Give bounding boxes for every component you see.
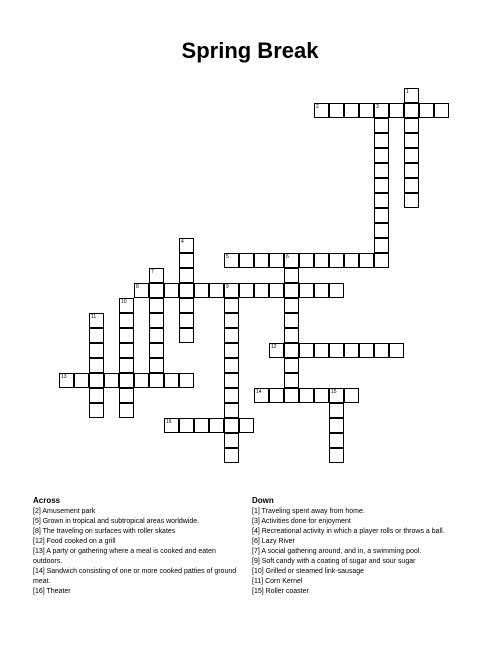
grid-cell[interactable]: [149, 373, 164, 388]
grid-cell[interactable]: [134, 283, 149, 298]
grid-cell[interactable]: [179, 313, 194, 328]
across-clue: [33, 537, 243, 547]
grid-cell[interactable]: [89, 328, 104, 343]
grid-cell[interactable]: [404, 193, 419, 208]
clue-number-label: 6: [286, 254, 289, 260]
down-clue-number: [15]: [252, 588, 266, 595]
grid-cell[interactable]: [209, 418, 224, 433]
grid-cell[interactable]: [329, 433, 344, 448]
clue-number-label: 3: [376, 104, 379, 110]
grid-cell[interactable]: [374, 253, 389, 268]
down-clue-text: Soft candy with a coating of sugar and sour sugar: [261, 558, 416, 565]
down-clue-list: [252, 507, 467, 597]
across-clue: [33, 547, 243, 567]
grid-cell[interactable]: [269, 283, 284, 298]
grid-cell[interactable]: [299, 388, 314, 403]
grid-cell[interactable]: [404, 88, 419, 103]
grid-cell[interactable]: [404, 118, 419, 133]
grid-cell[interactable]: [74, 373, 89, 388]
grid-cell[interactable]: [329, 253, 344, 268]
grid-cell[interactable]: [179, 328, 194, 343]
grid-cell[interactable]: [59, 373, 74, 388]
clue-number-label: 1: [406, 89, 409, 95]
down-clue-number: [3]: [252, 518, 262, 525]
grid-cell[interactable]: [284, 283, 299, 298]
clue-number-label: 14: [256, 389, 262, 395]
grid-cell[interactable]: [89, 388, 104, 403]
grid-cell[interactable]: [284, 388, 299, 403]
down-clue-number: [4]: [252, 528, 262, 535]
grid-cell[interactable]: [89, 358, 104, 373]
grid-cell[interactable]: [89, 373, 104, 388]
grid-cell[interactable]: [389, 343, 404, 358]
clue-number-label: 7: [151, 269, 154, 275]
grid-cell[interactable]: [179, 253, 194, 268]
grid-cell[interactable]: [224, 343, 239, 358]
grid-cell[interactable]: [254, 388, 269, 403]
grid-cell[interactable]: [404, 178, 419, 193]
grid-cell[interactable]: [344, 103, 359, 118]
grid-cell[interactable]: [119, 328, 134, 343]
grid-cell[interactable]: [119, 343, 134, 358]
grid-cell[interactable]: [179, 283, 194, 298]
across-clue-text: A party or gathering where a meal is cooked and eaten outdoors.: [33, 548, 216, 565]
across-clue-number: [5]: [33, 518, 43, 525]
grid-cell[interactable]: [374, 343, 389, 358]
across-clue: [33, 517, 243, 527]
grid-cell[interactable]: [404, 148, 419, 163]
down-clue: [252, 577, 467, 587]
grid-cell[interactable]: [179, 418, 194, 433]
clue-number-label: 13: [61, 374, 67, 380]
across-clue-text: The traveling on surfaces with roller skates: [42, 528, 176, 535]
grid-cell[interactable]: [299, 253, 314, 268]
grid-cell[interactable]: [194, 418, 209, 433]
grid-cell[interactable]: [224, 418, 239, 433]
grid-cell[interactable]: [179, 268, 194, 283]
grid-cell[interactable]: [284, 358, 299, 373]
grid-cell[interactable]: [374, 208, 389, 223]
across-clue-text: Amusement park: [42, 508, 96, 515]
grid-cell[interactable]: [314, 283, 329, 298]
grid-cell[interactable]: [224, 253, 239, 268]
down-clue-number: [11]: [252, 578, 266, 585]
grid-cell[interactable]: [374, 223, 389, 238]
puzzle-title: Spring Break: [181, 38, 319, 63]
across-clue: [33, 507, 243, 517]
grid-cell[interactable]: [374, 103, 389, 118]
grid-cell[interactable]: [314, 103, 329, 118]
grid-cell[interactable]: [224, 298, 239, 313]
grid-cell[interactable]: [269, 253, 284, 268]
grid-cell[interactable]: [359, 103, 374, 118]
clue-number-label: 8: [136, 284, 139, 290]
clue-number-label: 9: [226, 284, 229, 290]
grid-cell[interactable]: [104, 373, 119, 388]
clue-number-label: 11: [91, 314, 97, 320]
across-heading: Across: [33, 496, 61, 505]
grid-cell[interactable]: [119, 313, 134, 328]
grid-cell[interactable]: [149, 268, 164, 283]
grid-cell[interactable]: [374, 118, 389, 133]
grid-cell[interactable]: [404, 103, 419, 118]
grid-cell[interactable]: [119, 388, 134, 403]
grid-cell[interactable]: [149, 358, 164, 373]
grid-cell[interactable]: [344, 253, 359, 268]
grid-cell[interactable]: [119, 403, 134, 418]
grid-cell[interactable]: [269, 343, 284, 358]
clue-number-label: 12: [271, 344, 277, 350]
grid-cell[interactable]: [329, 388, 344, 403]
grid-cell[interactable]: [314, 388, 329, 403]
down-clue-number: [7]: [252, 548, 262, 555]
grid-cell[interactable]: [164, 373, 179, 388]
grid-cell[interactable]: [284, 268, 299, 283]
down-clue-text: Activities done for enjoyment: [261, 518, 351, 525]
down-clue-text: A social gathering around, and in, a swimming pool.: [261, 548, 422, 555]
grid-cell[interactable]: [284, 373, 299, 388]
down-clue: [252, 587, 467, 597]
grid-cell[interactable]: [329, 343, 344, 358]
across-clue-number: [13]: [33, 548, 47, 555]
grid-cell[interactable]: [329, 283, 344, 298]
grid-cell[interactable]: [284, 328, 299, 343]
down-clue: [252, 547, 467, 557]
across-clue-text: Grown in tropical and subtropical areas worldwide.: [42, 518, 200, 525]
grid-cell[interactable]: [149, 313, 164, 328]
across-clue-text: Theater: [46, 588, 71, 595]
grid-cell[interactable]: [299, 283, 314, 298]
grid-cell[interactable]: [239, 253, 254, 268]
grid-cell[interactable]: [224, 328, 239, 343]
grid-cell[interactable]: [224, 448, 239, 463]
grid-cell[interactable]: [329, 403, 344, 418]
down-clue-text: Corn Kernel: [265, 578, 303, 585]
grid-cell[interactable]: [284, 253, 299, 268]
grid-cell[interactable]: [374, 178, 389, 193]
down-heading: Down: [252, 496, 274, 505]
grid-cell[interactable]: [134, 373, 149, 388]
across-clue-number: [14]: [33, 568, 47, 575]
grid-cell[interactable]: [224, 373, 239, 388]
grid-cell[interactable]: [224, 313, 239, 328]
across-clue: [33, 567, 243, 587]
grid-cell[interactable]: [434, 103, 449, 118]
grid-cell[interactable]: [119, 373, 134, 388]
grid-cell[interactable]: [209, 283, 224, 298]
clue-number-label: 2: [316, 104, 319, 110]
grid-cell[interactable]: [374, 133, 389, 148]
grid-cell[interactable]: [149, 298, 164, 313]
down-clue-text: Lazy River: [261, 538, 295, 545]
grid-cell[interactable]: [119, 358, 134, 373]
across-clue-number: [2]: [33, 508, 43, 515]
grid-cell[interactable]: [269, 388, 284, 403]
down-clue-number: [6]: [252, 538, 262, 545]
grid-cell[interactable]: [419, 103, 434, 118]
grid-cell[interactable]: [299, 343, 314, 358]
clue-number-label: 5: [226, 254, 229, 260]
down-clue-number: [1]: [252, 508, 262, 515]
grid-cell[interactable]: [329, 448, 344, 463]
down-clue: [252, 557, 467, 567]
down-clue: [252, 507, 467, 517]
grid-cell[interactable]: [89, 343, 104, 358]
grid-cell[interactable]: [359, 343, 374, 358]
down-clue-text: Roller coaster: [265, 588, 309, 595]
grid-cell[interactable]: [344, 343, 359, 358]
grid-cell[interactable]: [389, 103, 404, 118]
grid-cell[interactable]: [224, 388, 239, 403]
grid-cell[interactable]: [119, 298, 134, 313]
grid-cell[interactable]: [194, 283, 209, 298]
grid-cell[interactable]: [89, 403, 104, 418]
down-clue: [252, 517, 467, 527]
grid-cell[interactable]: [254, 253, 269, 268]
grid-cell[interactable]: [314, 343, 329, 358]
grid-cell[interactable]: [224, 283, 239, 298]
down-clue: [252, 537, 467, 547]
grid-cell[interactable]: [284, 298, 299, 313]
clue-number-label: 16: [166, 419, 172, 425]
across-clue-number: [16]: [33, 588, 47, 595]
grid-cell[interactable]: [89, 313, 104, 328]
across-clue-text: Food cooked on a grill: [46, 538, 116, 545]
clue-number-label: 10: [121, 299, 127, 305]
grid-cell[interactable]: [239, 418, 254, 433]
clue-number-label: 15: [331, 389, 337, 395]
grid-cell[interactable]: [329, 418, 344, 433]
grid-cell[interactable]: [374, 193, 389, 208]
grid-cell[interactable]: [239, 283, 254, 298]
grid-cell[interactable]: [149, 343, 164, 358]
grid-cell[interactable]: [404, 133, 419, 148]
grid-cell[interactable]: [254, 283, 269, 298]
grid-cell[interactable]: [374, 163, 389, 178]
down-clue: [252, 567, 467, 577]
down-clue: [252, 527, 467, 537]
grid-cell[interactable]: [164, 283, 179, 298]
grid-cell[interactable]: [404, 163, 419, 178]
down-clue-number: [10]: [252, 568, 266, 575]
across-clue-number: [12]: [33, 538, 47, 545]
grid-cell[interactable]: [359, 253, 374, 268]
down-clue-text: Recreational activity in which a player rolls or throws a ball.: [261, 528, 445, 535]
across-clue: [33, 587, 243, 597]
grid-cell[interactable]: [149, 283, 164, 298]
grid-cell[interactable]: [224, 358, 239, 373]
grid-cell[interactable]: [314, 253, 329, 268]
grid-cell[interactable]: [179, 373, 194, 388]
down-clue-number: [9]: [252, 558, 262, 565]
grid-cell[interactable]: [224, 403, 239, 418]
grid-cell[interactable]: [179, 298, 194, 313]
grid-cell[interactable]: [329, 103, 344, 118]
grid-cell[interactable]: [284, 343, 299, 358]
clue-number-label: 4: [181, 239, 184, 245]
down-clue-text: Grilled or steamed link-sausage: [265, 568, 365, 575]
across-clue-number: [8]: [33, 528, 43, 535]
across-clue-list: [33, 507, 243, 597]
grid-cell[interactable]: [164, 418, 179, 433]
grid-cell[interactable]: [179, 238, 194, 253]
across-clue-text: Sandwich consisting of one or more cooked patties of ground meat.: [33, 568, 237, 585]
grid-cell[interactable]: [224, 433, 239, 448]
down-clue-text: Traveling spent away from home.: [261, 508, 365, 515]
grid-cell[interactable]: [374, 238, 389, 253]
across-clue: [33, 527, 243, 537]
grid-cell[interactable]: [374, 148, 389, 163]
grid-cell[interactable]: [344, 388, 359, 403]
grid-cell[interactable]: [149, 328, 164, 343]
grid-cell[interactable]: [284, 313, 299, 328]
